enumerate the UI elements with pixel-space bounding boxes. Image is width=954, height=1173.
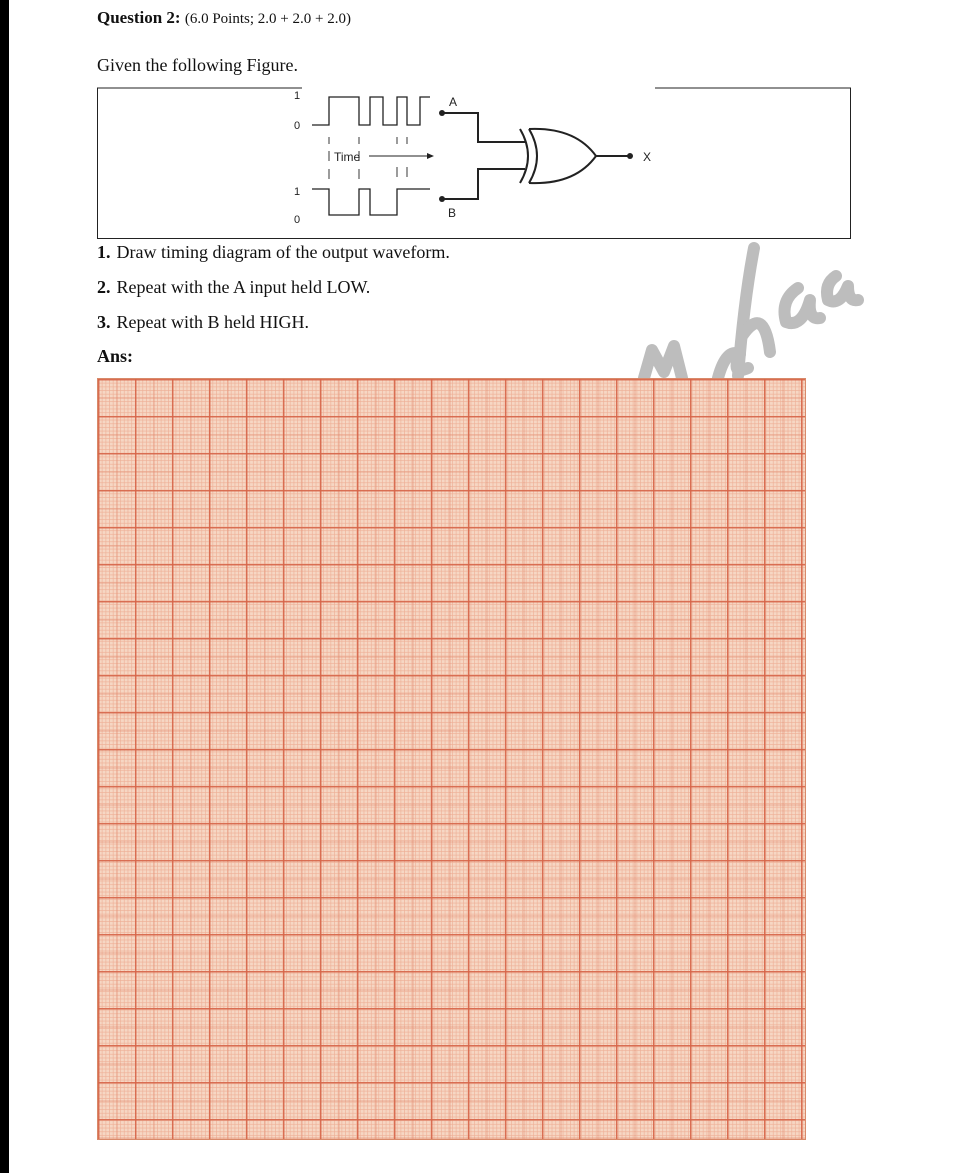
time-arrowhead: [427, 153, 434, 159]
input-b-wire: [442, 169, 525, 199]
question-header: [97, 8, 351, 28]
task-item-3: [97, 312, 309, 333]
task-number: 3.: [97, 312, 111, 332]
time-label: Time: [334, 150, 361, 164]
task-text: Repeat with the A input held LOW.: [116, 277, 371, 297]
input-a-label: A: [449, 95, 458, 109]
circuit-figure: [97, 87, 851, 239]
wave-b-low-label: 0: [294, 214, 301, 226]
output-dot: [627, 153, 633, 159]
task-item-2: [97, 277, 370, 298]
left-edge-bar: [0, 0, 9, 1173]
wave-a-low-label: 0: [294, 120, 301, 132]
task-item-1: [97, 242, 450, 263]
handwritten-watermark: [630, 240, 870, 380]
task-text: Repeat with B held HIGH.: [116, 312, 309, 332]
wave-a-high-label: 1: [294, 90, 301, 102]
question-label: Question 2:: [97, 8, 181, 27]
waveform-b: [312, 189, 430, 215]
task-text: Draw timing diagram of the output waveform.: [116, 242, 450, 262]
answer-label: Ans:: [97, 346, 134, 366]
xor-gate-symbol: [520, 129, 596, 183]
graph-paper-answer-area[interactable]: [97, 378, 806, 1140]
task-number: 2.: [97, 277, 111, 297]
output-x-label: X: [643, 150, 652, 164]
wave-b-high-label: 1: [294, 186, 301, 198]
task-number: 1.: [97, 242, 111, 262]
waveform-a: [312, 97, 430, 125]
input-a-wire: [442, 113, 525, 142]
question-points: (6.0 Points; 2.0 + 2.0 + 2.0): [184, 11, 351, 27]
intro-text: Given the following Figure.: [97, 55, 298, 75]
input-b-label: B: [448, 206, 457, 220]
